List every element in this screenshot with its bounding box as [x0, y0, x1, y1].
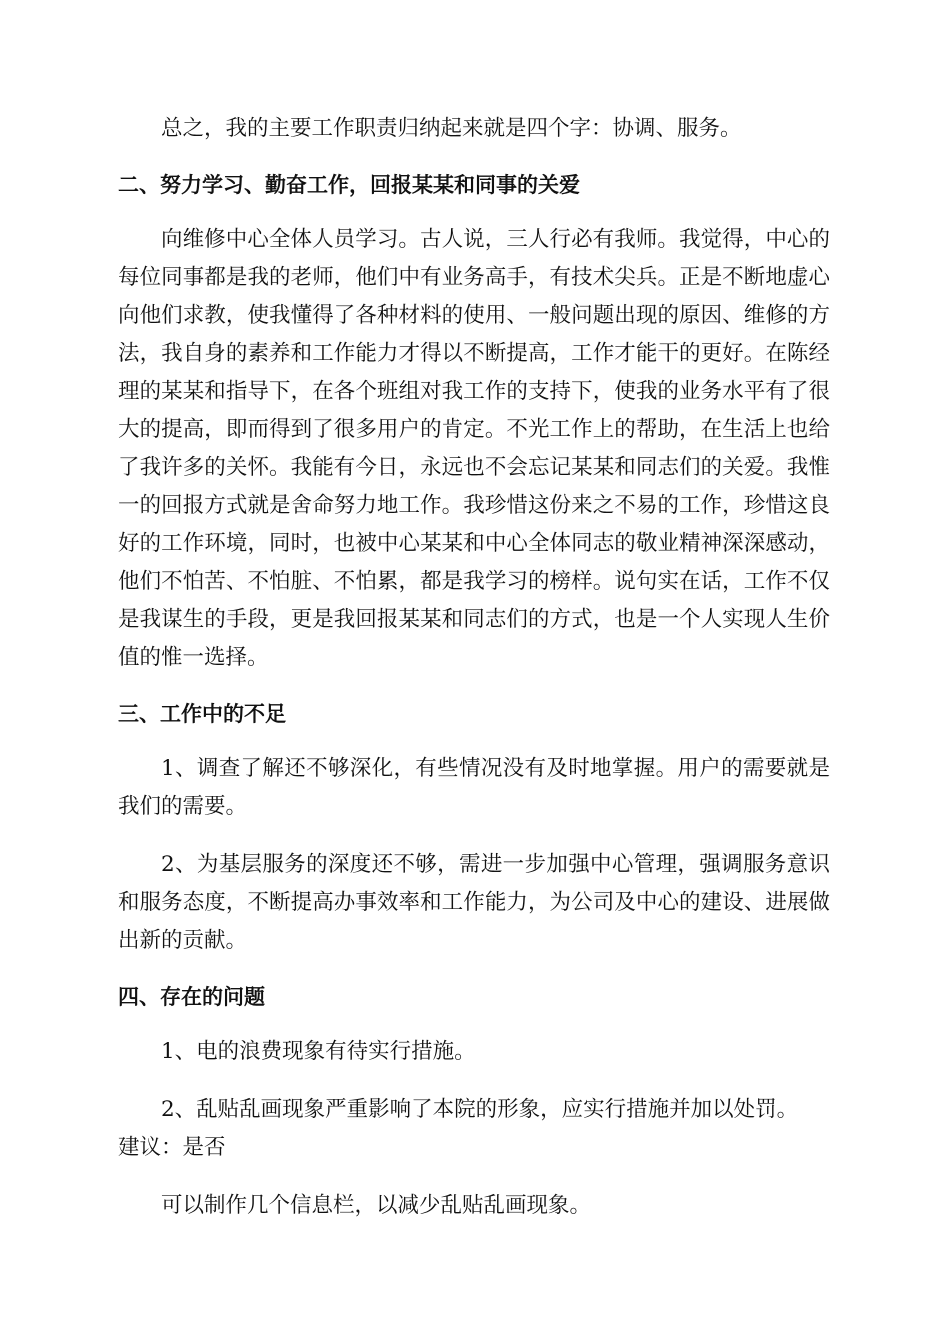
section-heading-4: 四、存在的问题	[118, 985, 265, 1009]
problem-paragraph-2-line-2: 建议：是否	[118, 1135, 226, 1160]
summary-paragraph: 总之，我的主要工作职责归纳起来就是四个字：协调、服务。	[161, 116, 742, 141]
shortcoming-paragraph-2: 2、为基层服务的深度还不够，需进一步加强中心管理，强调服务意识和服务态度，不断提高办事效率和工作能力，为公司及中心的建设、进展做出新的贡献。	[118, 852, 830, 953]
suggestion-paragraph: 可以制作几个信息栏，以减少乱贴乱画现象。	[161, 1193, 592, 1218]
learning-paragraph: 向维修中心全体人员学习。古人说，三人行必有我师。我觉得，中心的每位同事都是我的老师，他们中有业务高手，有技术尖兵。正是不断地虚心向他们求教，使我懂得了各种材料的使用、一般问题出现的原因、维修的方法，我自身的素养和工作能力才得以不断提高，工作才能干的更好。在陈经理的某某和指导下，在各个班组对我工作的支持下，使我的业务水平有了很大的提高，即而得到了很多用户的肯定。不光工作上的帮助，在生活上也给了我许多的关怀。我能有今日，永远也不会忘记某某和同志们的关爱。我惟一的回报方式就是舍命努力地工作。我珍惜这份来之不易的工作，珍惜这良好的工作环境，同时，也被中心某某和中心全体同志的敬业精神深深感动，他们不怕苦、不怕脏、不怕累，都是我学习的榜样。说句实在话，工作不仅是我谋生的手段，更是我回报某某和同志们的方式，也是一个人实现人生价值的惟一选择。	[118, 227, 830, 670]
document-body	[118, 110, 830, 1225]
problem-paragraph-2-line-1: 2、乱贴乱画现象严重影响了本院的形象，应实行措施并加以处罚。	[161, 1097, 799, 1122]
section-heading-3: 三、工作中的不足	[118, 702, 286, 726]
problem-paragraph-2	[118, 1091, 830, 1167]
section-heading-2: 二、努力学习、勤奋工作，回报某某和同事的关爱	[118, 173, 580, 197]
shortcoming-paragraph-1: 1、调查了解还不够深化，有些情况没有及时地掌握。用户的需要就是我们的需要。	[118, 756, 830, 819]
problem-paragraph-1: 1、电的浪费现象有待实行措施。	[161, 1039, 476, 1064]
